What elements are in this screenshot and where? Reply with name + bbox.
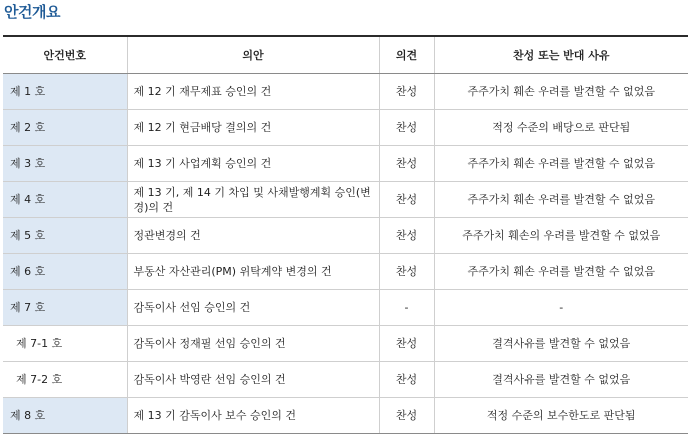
table-row xyxy=(3,218,688,254)
table-row xyxy=(3,146,688,182)
agenda-number: 제 1 호 xyxy=(3,74,127,110)
agenda-number: 제 7-1 호 xyxy=(3,326,127,362)
header-reason: 찬성 또는 반대 사유 xyxy=(434,36,688,74)
agenda-title: 감독이사 선임 승인의 건 xyxy=(127,290,379,326)
opinion: 찬성 xyxy=(379,218,434,254)
agenda-title: 부동산 자산관리(PM) 위탁계약 변경의 건 xyxy=(127,254,379,290)
header-agenda-number: 안건번호 xyxy=(3,36,127,74)
table-row xyxy=(3,74,688,110)
opinion: 찬성 xyxy=(379,362,434,398)
table-header-row xyxy=(3,36,688,74)
agenda-number: 제 7 호 xyxy=(3,290,127,326)
agenda-number: 제 3 호 xyxy=(3,146,127,182)
agenda-title: 제 13 기, 제 14 기 차입 및 사채발행계획 승인(변경)의 건 xyxy=(127,182,379,218)
opinion: 찬성 xyxy=(379,326,434,362)
agenda-number: 제 6 호 xyxy=(3,254,127,290)
agenda-number: 제 5 호 xyxy=(3,218,127,254)
agenda-title: 제 13 기 사업계획 승인의 건 xyxy=(127,146,379,182)
agenda-title: 제 12 기 재무제표 승인의 건 xyxy=(127,74,379,110)
opinion: 찬성 xyxy=(379,146,434,182)
opinion: 찬성 xyxy=(379,182,434,218)
reason: 주주가치 훼손 우려를 발견할 수 없었음 xyxy=(434,182,688,218)
opinion: 찬성 xyxy=(379,398,434,434)
table-row xyxy=(3,362,688,398)
reason: 주주가치 훼손 우려를 발견할 수 없었음 xyxy=(434,74,688,110)
table-row xyxy=(3,326,688,362)
opinion: 찬성 xyxy=(379,254,434,290)
reason: 결격사유를 발견할 수 없었음 xyxy=(434,326,688,362)
opinion: 찬성 xyxy=(379,74,434,110)
table-row xyxy=(3,290,688,326)
agenda-number: 제 8 호 xyxy=(3,398,127,434)
table-row xyxy=(3,254,688,290)
reason: 적정 수준의 배당으로 판단됨 xyxy=(434,110,688,146)
table-row xyxy=(3,182,688,218)
reason: 적정 수준의 보수한도로 판단됨 xyxy=(434,398,688,434)
agenda-title: 감독이사 정재필 선임 승인의 건 xyxy=(127,326,379,362)
reason: 주주가치 훼손 우려를 발견할 수 없었음 xyxy=(434,146,688,182)
header-opinion: 의견 xyxy=(379,36,434,74)
table-row xyxy=(3,110,688,146)
header-agenda: 의안 xyxy=(127,36,379,74)
agenda-number: 제 2 호 xyxy=(3,110,127,146)
agenda-number: 제 7-2 호 xyxy=(3,362,127,398)
reason: 주주가치 훼손 우려를 발견할 수 없었음 xyxy=(434,254,688,290)
opinion: - xyxy=(379,290,434,326)
agenda-title: 정관변경의 건 xyxy=(127,218,379,254)
opinion: 찬성 xyxy=(379,110,434,146)
agenda-title: 감독이사 박영란 선임 승인의 건 xyxy=(127,362,379,398)
reason: 주주가치 훼손의 우려를 발견할 수 없었음 xyxy=(434,218,688,254)
agenda-number: 제 4 호 xyxy=(3,182,127,218)
reason: 결격사유를 발견할 수 없었음 xyxy=(434,362,688,398)
agenda-title: 제 12 기 현금배당 결의의 건 xyxy=(127,110,379,146)
table-row xyxy=(3,398,688,434)
agenda-title: 제 13 기 감독이사 보수 승인의 건 xyxy=(127,398,379,434)
reason: - xyxy=(434,290,688,326)
page-title: 안건개요 xyxy=(4,3,60,21)
agenda-table xyxy=(3,35,688,434)
